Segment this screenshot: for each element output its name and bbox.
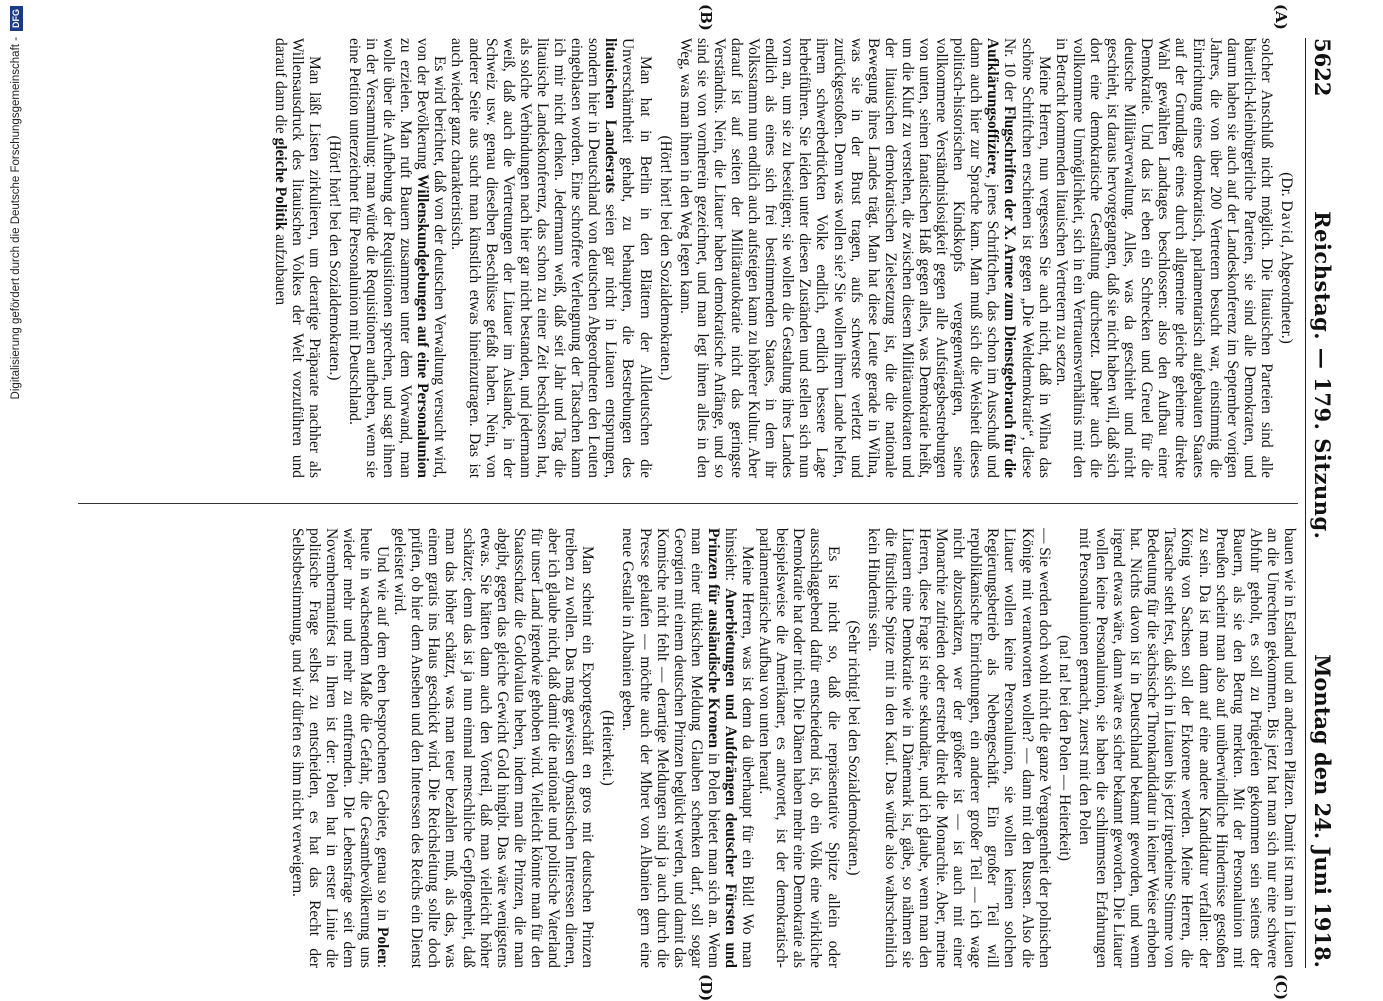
left-column <box>73 38 1298 478</box>
margin-marker-c: (C) <box>1272 974 1290 1001</box>
paragraph: Meine Herren, nun vergessen Sie auch nicht, daß in Wilna das schöne Schriftchen erschienen ist gegen „Die Weltdemokratie“, diese Nr. 10 der Flugschriften der X. Armee zum Dienstgebrauch für die Aufklärungsoffiziere, jenes Schriftchen, das schon im Ausschuß und dann auch hier zur Sprache kam. Man muß sich die Weisheit dieses politisch-historischen Kindskopfs vergegenwärtigen, seine vollkommene Verständnislosigkeit gegen alle Aufstiegsbestrebungen von unten, seinen fanatischen Haß gegen alles, was Demokratie heißt, um die Kluft zu verstehen, die zwischen diesem Militärautokraten und der litauischen demokratischen Zielsetzung ist, die die nationale Bewegung ihres Landes trägt. Man hat diese Leute gerade in Wilna, was sie in der Brust tragen, aufs schwerste verletzt und zurückgestoßen. Denn was wollen sie? Sie wollen ihrem Lande helfen, ihrem schwerbedrückten Volke endlich, endlich bessere Lage herbeiführen. Sie leiden unter diesen Zuständen und stellen sich nun vorn an, um sie zu beseitigen; sie wollen die Gestaltung ihres Landes endlich als eines sich frei bestimmenden Staates, in dem ihr Volksstamm nun endlich auch aufsteigen kann zu höherer Kultur. Aber darauf ist auf seiten der Militärautokratie nicht das geringste Verständnis. Nein, die Litauer haben demokratische Anfänge, und so sind sie von vornherein gezeichnet, und man legt ihnen alles in den Weg, was man ihnen in den Weg legen kann. <box>676 38 1053 478</box>
speaker-line: (Dr. David, Abgeordneter.) <box>1278 172 1295 344</box>
emphasis: Willenskundgebungen auf eine Personalunion <box>414 174 432 478</box>
dfg-logo: DFG <box>10 6 23 31</box>
paragraph: Man scheint ein Exportgeschäft en gros mit deutschen Prinzen treiben zu wollen. Das mag gewissen dynastischen Interessen dienen, aber ich glaube nicht, daß damit die nationale und politische Vaterland für unser Land irgendwie gehoben wird. Vielleicht könnte man für den Staatsschatz die Goldvaluta heben, indem man die Prinzen, die man abgibt, gegen das gleiche Gewicht Gold hingibt. Das wäre wenigstens etwas. Sie hätten dann auch den Vorteil, daß man vielleicht höher schätzte; denn das ist ja nun einmal menschliche Gepflogenheit, daß man das höher schätzt, was man teuer bezahlen muß, als das, was einem gratis ins Haus geschickt wird. Die Reichsleitung sollte doch prüfen, ob hier dem Ansehen und den Interessen des Reichs ein Dienst geleistet wird. <box>391 528 597 968</box>
paragraph: Man läßt Listen zirkulieren, um derartige Präparate nachher als Willensausdruck des litauischen Volkes der Welt vorzuführen und darauf dann die gleiche Politik aufzubauen <box>271 38 323 478</box>
right-column <box>73 528 1298 968</box>
rotated-page <box>65 4 1340 1001</box>
running-header <box>1305 38 1340 968</box>
column-divider <box>78 503 1298 504</box>
interjection: (Hört! hört! bei den Sozialdemokraten.) <box>325 135 343 381</box>
margin-marker-a: (A) <box>1272 4 1290 30</box>
interjection: (na! na! bei den Polen — Heiterkeit) <box>1055 635 1073 861</box>
interjection: (Heiterkeit.) <box>599 710 617 786</box>
emphasis: Flugschriften der X. Armee zum Dienstgebrauch für die Aufklärungsoffiziere <box>984 38 1019 478</box>
paragraph: Man hat in Berlin in den Blättern der Alldeutschen die Unverschämtheit gehabt, zu behaupten, die Bestrebungen des litauischen Landesrats seien gar nicht in Litauen entsprungen, sondern hier in Deutschland von deutschen Abgeordneten den Leuten eingeblasen worden. Eine schroffere Verleugnung der Tatsachen kann ich mir nicht denken. Jedermann weiß, daß seit Jahr und Tag die litauische Landeskonferenz, das schon zu einer Zeit beschlossen hat, als solche Verbindungen nach hier gar nicht bestanden, und jedermann weiß, daß auch die Vertretungen der Litauer im Auslande, in der Schweiz usw. genau dieselben Beschlüsse gefaßt haben. Nein, von anderer Seite aus sucht man künstlich etwas hineinzutragen. Das ist auch wieder ganz charakteristisch. <box>448 38 654 478</box>
emphasis: Anerbietungen und Aufdrängen deutscher Fürsten und Prinzen für ausländische Kronen <box>704 528 739 968</box>
interjection: (Sehr richtig! bei den Sozialdemokraten.) <box>844 620 862 876</box>
paragraph: solcher Anschluß nicht möglich. Die litauischen Parteien sind alle bäuerlich-kleinbürgerliche Parteien, sie sind alle Demokraten, und darum haben sie auch auf der Landeskonferenz im September vorigen Jahres, die von über 200 Vertretern besucht war, einstimmig die Einrichtung eines demokratisch, parlamentarisch aufgebauten Staates auf der Grundlage eines durch allgemeine gleiche geheime direkte Wahl gewählten Landtages beschlossen: also den Aufbau einer Demokratie. Und das ist eben ein Schrecken und Greuel für die deutsche Militärverwaltung. Alles, was da geschieht und nicht geschieht, ist daraus hervorgegangen, daß sie nicht haben will, daß sich dort eine demokratische Gestaltung durchsetzt. Daher auch die vollkommene Unmöglichkeit, sich in ein Vertrauensverhältnis mit den in Betracht kommenden litauischen Vertretern zu setzen. <box>1052 38 1275 478</box>
margin-marker-d: (D) <box>697 974 715 1001</box>
emphasis: gleiche Politik <box>271 137 289 231</box>
paragraph: Es wird berichtet, daß von der deutschen Verwaltung versucht wird, von der Bevölkerung Willenskundgebungen auf eine Personalunion zu erzielen. Man ruft Bauern zusammen unter dem Vorwand, man wolle über die Aufhebung der Requisitionen sprechen, und sagt ihnen in der Versammlung: man würde die Requisitionen aufheben, wenn sie eine Petition unterzeichnet für Personalunion mit Deutschland. <box>345 38 449 478</box>
paragraph: — Sie werden doch wohl nicht die ganze Vergangenheit der polnischen Könige mit verantworten wollen? — dann mit den Russen. Also die Litauer wollen keine Personalunion, sie wollen keinen solchen Regierungsbetrieb als Nebengeschäft. Ein großer Teil will republikanische Einrichtungen, ein anderer großer Teil — ich wage nicht abzuschätzen, wer der größere ist — ist auch mit einer Monarchie zufrieden oder erstrebt direkt die Monarchie. Aber, meine Herren, diese Frage ist eine sekundäre, und ich glaube, wenn man den Litauern eine Demokratie wie in Dänemark ist, gäbe, so nähmen sie die fürstliche Spitze mit in den Kauf. Das würde also wahrscheinlich kein Hindernis sein. <box>864 528 1053 968</box>
interjection: (Hört! hört! bei den Sozialdemokraten.) <box>656 135 674 381</box>
session-date: Montag den 24. Juni 1918. <box>1310 654 1336 968</box>
session-title: Reichstag. — 179. Sitzung. <box>1310 211 1336 540</box>
emphasis: Polen <box>374 926 392 964</box>
paragraph: Meine Herren, was ist denn da überhaupt für ein Bild! Wo man hinsieht: Anerbietungen und Aufdrängen deutscher Fürsten und Prinzen für ausländische Kronen in Polen bietet man sich an. Wenn man einer türkischen Meldung Glauben schenken darf, soll sogar Georgien mit einem deutschen Prinzen beglückt werden, und damit das Komische nicht fehlt — derartige Meldungen sind ja auch durch die Presse gelaufen — möchte auch der Mbret von Albanien gern eine neue Gestalle in Albanien geben. <box>619 528 757 968</box>
page-number: 5622 <box>1310 38 1336 97</box>
paragraph: Und wie auf dem eben besprochenen Gebiete, genau so in Polen: heute in wachsendem Maße die Gefahr, die Gesamtbevölkerung uns wieder mehr und mehr zu entfremden. Die Lebensfrage seit dem Novembermanifest in Ihren ist der: Polen hat in erster Linie die politische Frage selbst zu entscheiden, es hat das Recht der Selbstbestimmung, und wir dürfen es ihm nicht verweigern. <box>288 528 392 968</box>
emphasis: litauischen Landesrats <box>602 38 620 194</box>
margin-marker-b: (B) <box>697 4 715 31</box>
speaker-name: David <box>1278 200 1295 245</box>
digitization-credit <box>6 6 26 996</box>
paragraph: Es ist nicht so, daß die repräsentative Spitze allein oder ausschlaggebend dafür entscheidend ist, ob ein Volk eine wirkliche Demokratie hat oder nicht. Die Dänen haben mehr eine Demokratie als beispielsweise die Amerikaner, es antwortet, ist der demokratisch-parlamentarische Aufbau von unten herauf. <box>756 528 842 968</box>
credit-text: Digitalisierung gefördert durch die Deutsche Forschungsgemeinschaft - <box>10 37 22 400</box>
paragraph: bauen wie in Estland und an anderen Plätzen. Damit ist man in Litauen an die Unrechten gekommen. Bis jetzt hat man sich nur eine schwere Abfuhr geholt, es soll zu Prügeleien gekommen sein seitens der Bauern, als sie den Betrug merkten. Mit der Personalunion mit Preußen scheint man also auf unüberwindliche Hindernisse gestoßen zu sein. Da ist man dann auf eine andere Kandidatur verfallen: der König von Sachsen soll der Erkorene werden. Meine Herren, die Tatsache steht fest, daß sich in Litauen bis jetzt irgendeine Stimme von Bedeutung für die sächsische Thronkandidatur in keiner Weise erhoben hat. Nichts davon ist in Deutschland bekannt geworden, und wenn irgend etwas wäre, dann wäre es sicher bekannt geworden. Die Litauer wollen keine Personalunion, sie haben die schlimmsten Erfahrungen mit Personalunionen gemacht, zuerst mit den Polen <box>1075 528 1298 968</box>
